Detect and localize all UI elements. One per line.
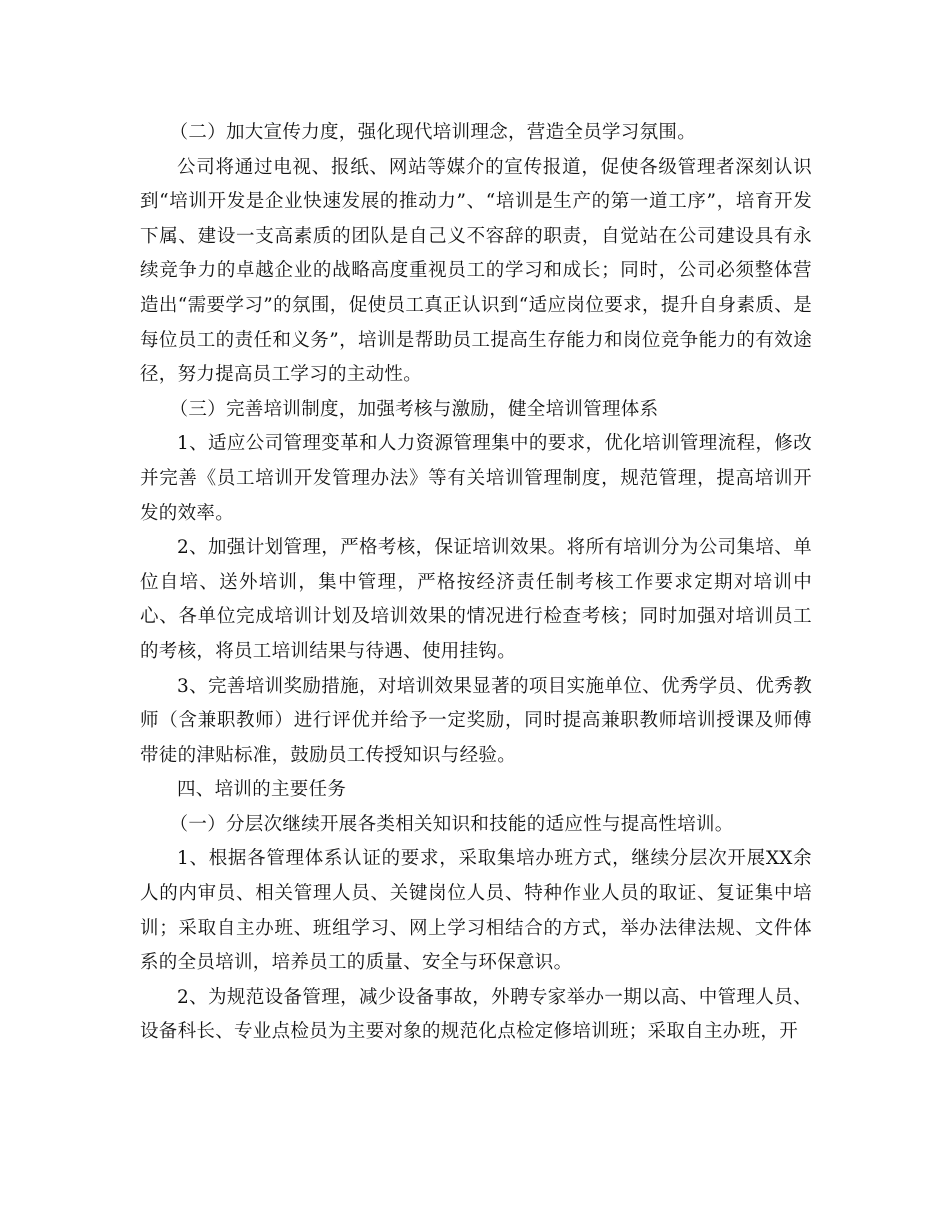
section-heading-3: （三）完善培训制度，加强考核与激励，健全培训管理体系 (169, 398, 659, 420)
list-item-1b: 1、根据各管理体系认证的要求，采取集培办班方式，继续分层次开展XX余人的内审员、相关管理人员、关键岗位人员、特种作业人员的取证、复证集中培训；采取自主办班、班组学习、网上学习相结合的方式，举办法律法规、文件体系的全员培训，培养员工的质量、安全与环保意识。 (140, 848, 812, 974)
section-heading-1: （一）分层次继续开展各类相关知识和技能的适应性与提高性培训。 (169, 813, 734, 835)
list-item-2: 2、加强计划管理，严格考核，保证培训效果。将所有培训分为公司集培、单位自培、送外培训，集中管理，严格按经济责任制考核工作要求定期对培训中心、各单位完成培训计划及培训效果的情况进行检查考核；同时加强对培训员工的考核，将员工培训结果与待遇、使用挂钩。 (140, 537, 812, 662)
chapter-heading-4: 四、培训的主要任务 (177, 779, 347, 801)
list-item-1: 1、适应公司管理变革和人力资源管理集中的要求，优化培训管理流程，修改并完善《员工培训开发管理办法》等有关培训管理制度，规范管理，提高培训开发的效率。 (140, 433, 812, 524)
body-paragraph: 公司将通过电视、报纸、网站等媒介的宣传报道，促使各级管理者深刻认识到“培训开发是企业快速发展的推动力”、“培训是生产的第一道工序”，培育开发下属、建设一支高素质的团队是自己义不容辞的职责，自觉站在公司建设具有永续竞争力的卓越企业的战略高度重视员工的学习和成长；同时，公司必须整体营造出“需要学习”的氛围，促使员工真正认识到“适应岗位要求，提升自身素质、是每位员工的责任和义务”，培训是帮助员工提高生存能力和岗位竞争能力的有效途径，努力提高员工学习的主动性。 (140, 156, 812, 386)
section-heading-2: （二）加大宣传力度，强化现代培训理念，营造全员学习氛围。 (169, 122, 696, 143)
list-item-2b: 2、为规范设备管理，减少设备事故，外聘专家举办一期以高、中管理人员、设备科长、专业点检员为主要对象的规范化点检定修培训班；采取自主办班，开 (140, 986, 812, 1043)
document-body (140, 116, 812, 1050)
list-item-3: 3、完善培训奖励措施，对培训效果显著的项目实施单位、优秀学员、优秀教师（含兼职教师）进行评优并给予一定奖励，同时提高兼职教师培训授课及师傅带徒的津贴标准，鼓励员工传授知识与经验。 (140, 675, 812, 766)
